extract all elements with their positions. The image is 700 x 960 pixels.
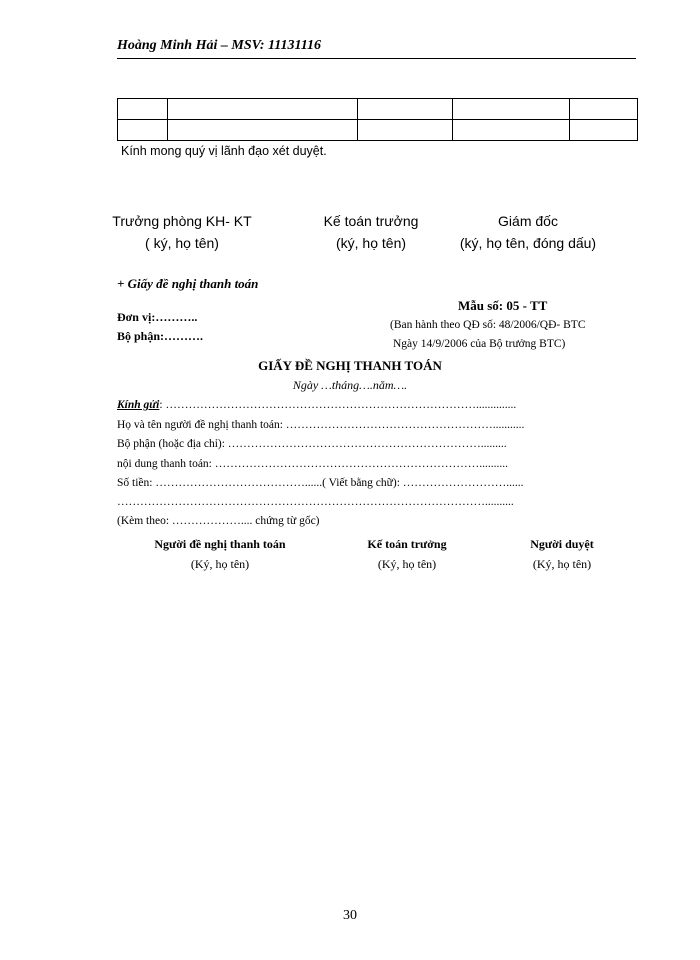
signature-requester [130, 534, 310, 574]
table-cell [453, 120, 570, 141]
section-title: + Giấy đề nghị thanh toán [117, 276, 259, 291]
amount-field: Số tiền: …………………………………......( Viết bằng chữ): ………………………...... [117, 477, 524, 489]
table-cell [453, 99, 570, 120]
table-row [118, 120, 638, 141]
signature-chief-accountant [296, 210, 446, 254]
signature-note: ( ký, họ tên) [145, 235, 219, 251]
table-cell [570, 99, 638, 120]
signature-title: Kế toán trưởng [323, 213, 419, 229]
signature-title: Giám đốc [498, 213, 558, 229]
table-row [118, 99, 638, 120]
issued-date: Ngày 14/9/2006 của Bộ trưởng BTC) [393, 338, 566, 350]
signature-director [443, 210, 613, 254]
signature-note: (ký, họ tên) [335, 235, 407, 251]
requester-name-field: Họ và tên người đề nghị thanh toán: ………………………………………………........... [117, 419, 525, 431]
signature-title: Trưởng phòng KH- KT [112, 213, 252, 229]
address-field: Bộ phận (hoặc địa chỉ): …………………………………………………………......... [117, 438, 507, 450]
addressee-line [117, 399, 516, 411]
header-rule [117, 58, 636, 59]
table-cell [167, 99, 357, 120]
payment-content-field: nội dung thanh toán: …………………………………………………………….......... [117, 458, 508, 470]
form-number: Mẫu số: 05 - TT [458, 298, 548, 313]
signature-head-planning [107, 210, 257, 254]
document-header: Hoàng Minh Hải – MSV: 11131116 [117, 38, 321, 53]
unit-field: Đơn vị:……….. [117, 310, 198, 324]
table-cell [167, 120, 357, 141]
table-cell [357, 120, 453, 141]
signature-note: (Ký, họ tên) [190, 557, 250, 571]
attachments-field: (Kèm theo: ……………….... chứng từ gốc) [117, 515, 320, 527]
signature-approver [502, 534, 622, 574]
form-title: GIẤY ĐỀ NGHỊ THANH TOÁN [258, 358, 442, 373]
signature-note: (Ký, họ tên) [377, 557, 437, 571]
addressee-dots: : ……………………………………………………………………….............. [159, 399, 517, 411]
date-line: Ngày …tháng….năm…. [292, 378, 408, 392]
table-cell [118, 99, 168, 120]
signature-form-chief-accountant [337, 534, 477, 574]
amount-continuation-line: …………………………………………………………………………………….......... [117, 496, 514, 508]
department-field: Bộ phận:………. [117, 329, 204, 343]
page-number: 30 [343, 908, 357, 923]
addressee-label: Kính gửi [117, 399, 160, 411]
signature-title: Người đề nghị thanh toán [154, 537, 286, 551]
data-table [117, 98, 638, 141]
issued-by: (Ban hành theo QĐ số: 48/2006/QĐ- BTC [390, 319, 586, 331]
table-cell [118, 120, 168, 141]
table-cell [570, 120, 638, 141]
signature-title: Kế toán trưởng [367, 537, 447, 551]
table-cell [357, 99, 453, 120]
signature-title: Người duyệt [530, 537, 594, 551]
signature-note: (Ký, họ tên) [532, 557, 592, 571]
approval-request: Kính mong quý vị lãnh đạo xét duyệt. [121, 144, 327, 158]
signature-note: (ký, họ tên, đóng dấu) [459, 235, 597, 251]
